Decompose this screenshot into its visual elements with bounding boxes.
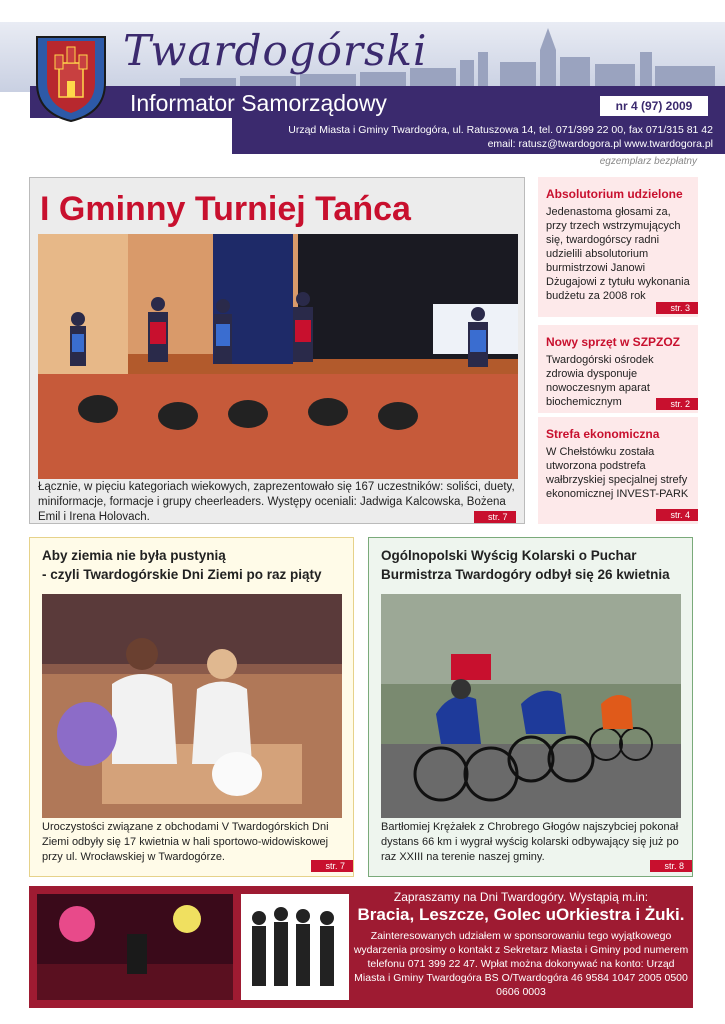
address-line: Urząd Miasta i Gminy Twardogóra, ul. Ratuszowa 14, tel. 071/399 22 00, fax 071/315 81 42	[288, 124, 713, 136]
coat-of-arms-icon	[35, 33, 107, 123]
promo-bands: Bracia, Leszcze, Golec uOrkiestra i Żuki.	[357, 905, 685, 924]
dance-photo	[38, 234, 518, 479]
headline-line: Aby ziemia nie była pustynią	[42, 548, 226, 563]
page-ref[interactable]: str. 8	[650, 860, 692, 872]
cycling-caption: Bartłomiej Krężałek z Chrobrego Głogów najszybciej pokonał dystans 66 km i wygrał wyścig kolarski odbywający się już po raz XXIII na terenie naszej gminy.	[381, 821, 679, 863]
sidebar-heading[interactable]: Strefa ekonomiczna	[546, 427, 660, 441]
page-ref[interactable]: str. 3	[656, 302, 698, 314]
headline-line: Burmistrza Twardogóry odbył się 26 kwietnia	[381, 567, 670, 582]
page-ref[interactable]: str. 4	[656, 509, 698, 521]
earth-day-photo	[42, 594, 342, 818]
earth-day-caption: Uroczystości związane z obchodami V Twardogórskich Dni Ziemi odbyły się 17 kwietnia w hali sportowo-widowiskowej przy ul. Wrocławskiej w Twardogórze.	[42, 821, 329, 863]
headline-line: - czyli Twardogórskie Dni Ziemi po raz piąty	[42, 567, 322, 582]
cycling-headline[interactable]	[369, 538, 692, 584]
sidebar-text: W Chełstówku została utworzona podstrefa wałbrzyskiej specjalnej strefy ekonomicznej INVEST-PARK	[546, 446, 689, 500]
page-ref[interactable]: str. 2	[656, 398, 698, 410]
sidebar-item-strefa	[538, 417, 698, 524]
masthead	[0, 0, 725, 165]
band-photo	[241, 894, 349, 1000]
headline-line: Ogólnopolski Wyścig Kolarski o Puchar	[381, 548, 637, 563]
sidebar-heading[interactable]: Nowy sprzęt w SZPZOZ	[546, 335, 681, 349]
sidebar-item-szpzoz	[538, 325, 698, 413]
earth-day-headline[interactable]	[30, 538, 353, 584]
sidebar-text: Twardogórski ośrodek zdrowia dysponuje nowoczesnym aparat biochemicznym	[546, 354, 654, 408]
sidebar-item-absolutorium	[538, 177, 698, 317]
publication-subtitle: Informator Samorządowy	[130, 90, 387, 116]
issue-number: nr 4 (97) 2009	[600, 96, 708, 116]
promo-text	[351, 890, 691, 999]
promo-sponsor-info: Zainteresowanych udziałem w sponsorowaniu tego wyjątkowego wydarzenia prosimy o kontakt z Sekretarz Miasta i Gminy pod numerem telefonu 071 399 22 47. Wpłat można dokonywać na konto: Urząd Miasta i Gminy Twardogóra BS O/Twardogóra 46 9584 1047 2005 0500 0606 0003	[353, 930, 689, 998]
page-ref[interactable]: str. 7	[474, 511, 516, 523]
sidebar-heading[interactable]: Absolutorium udzielone	[546, 187, 683, 201]
free-copy-label: egzemplarz bezpłatny	[599, 156, 697, 167]
promo-banner	[29, 886, 693, 1008]
publication-title: Twardogórski	[123, 26, 428, 75]
cycling-article	[368, 537, 693, 877]
cycling-photo	[381, 594, 681, 818]
lead-article	[29, 177, 525, 524]
page-ref[interactable]: str. 7	[311, 860, 353, 872]
lead-caption: Łącznie, w pięciu kategoriach wiekowych, zaprezentowało się 167 uczestników: soliści, duety, miniformacje, formacje i grupy cheerleaders. Występy oceniali: Jadwiga Kalcowska, Bożena Emil i Irena Holovach.	[38, 481, 515, 523]
earth-day-article	[29, 537, 354, 877]
address-box	[232, 118, 725, 154]
contact-line: email: ratusz@twardogora.pl www.twardogora.pl	[487, 138, 713, 150]
lead-headline[interactable]: I Gminny Turniej Tańca	[40, 190, 411, 228]
concert-photo	[37, 894, 233, 1000]
sidebar-text: Jedenastoma głosami za, przy trzech wstrzymujących się, twardogórscy radni udzielili absolutorium burmistrzowi Janowi Dżugajowi z tytułu wykonania budżetu za 2008 rok	[546, 206, 690, 302]
promo-intro: Zapraszamy na Dni Twardogóry. Wystąpią m.in:	[393, 890, 649, 904]
